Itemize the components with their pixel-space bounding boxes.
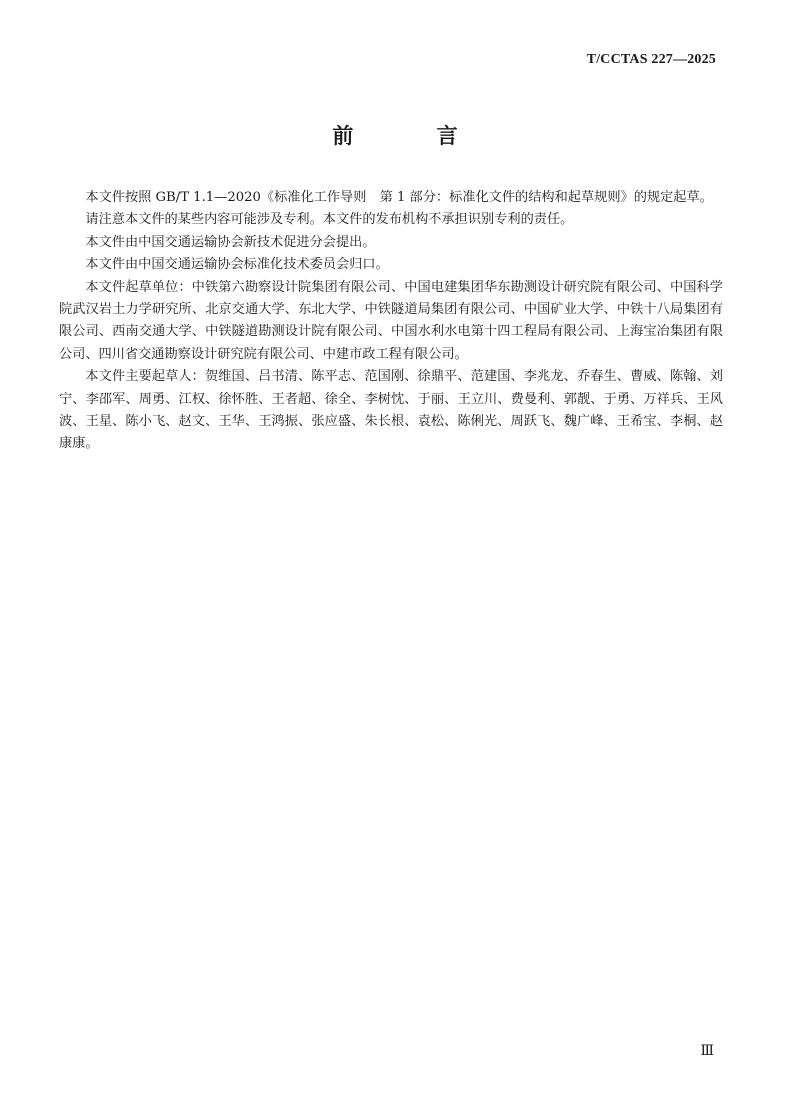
page-number: Ⅲ — [700, 1044, 714, 1059]
paragraph-proposer: 本文件由中国交通运输协会新技术促进分会提出。 — [85, 234, 376, 250]
paragraph-drafting-rules: 本文件按照 GB/T 1.1—2020《标准化工作导则 第 1 部分：标准化文件的结构和起草规则》的规定起草。 — [85, 190, 713, 205]
paragraph-patent-notice: 请注意本文件的某些内容可能涉及专利。本文件的发布机构不承担识别专利的责任。 — [85, 212, 574, 228]
paragraph-drafting-units: 本文件起草单位：中铁第六勘察设计院集团有限公司、中国电建集团华东勘测设计研究院有限公司、中国科学院武汉岩土力学研究所、北京交通大学、东北大学、中铁隧道局集团有限公司、中国矿业大学、中铁十八局集团有限公司、西南交通大学、中铁隧道勘测设计院有限公司、中国水利水电第十四工程局有限公司、上海宝冶集团有限公司、四川省交通勘察设计研究院有限公司、中建市政工程有限公司。 — [59, 279, 723, 362]
document-id: T/CCTAS 227—2025 — [586, 52, 716, 67]
document-body — [59, 187, 723, 456]
page-title: 前 言 — [332, 124, 496, 148]
paragraph-centralized-management: 本文件由中国交通运输协会标准化技术委员会归口。 — [85, 257, 389, 273]
paragraph-main-drafters: 本文件主要起草人：贺维国、吕书清、陈平志、范国刚、徐鼎平、范建国、李兆龙、乔春生、曹威、陈翰、刘宁、李邵军、周勇、江权、徐怀胜、王者超、徐全、李树忱、于丽、王立川、费曼利、郭靓、于勇、万祥兵、王风波、王星、陈小飞、赵文、王华、王鸿振、张应盛、朱长根、袁松、陈俐光、周跃飞、魏广峰、王希宝、李桐、赵康康。 — [59, 369, 723, 452]
